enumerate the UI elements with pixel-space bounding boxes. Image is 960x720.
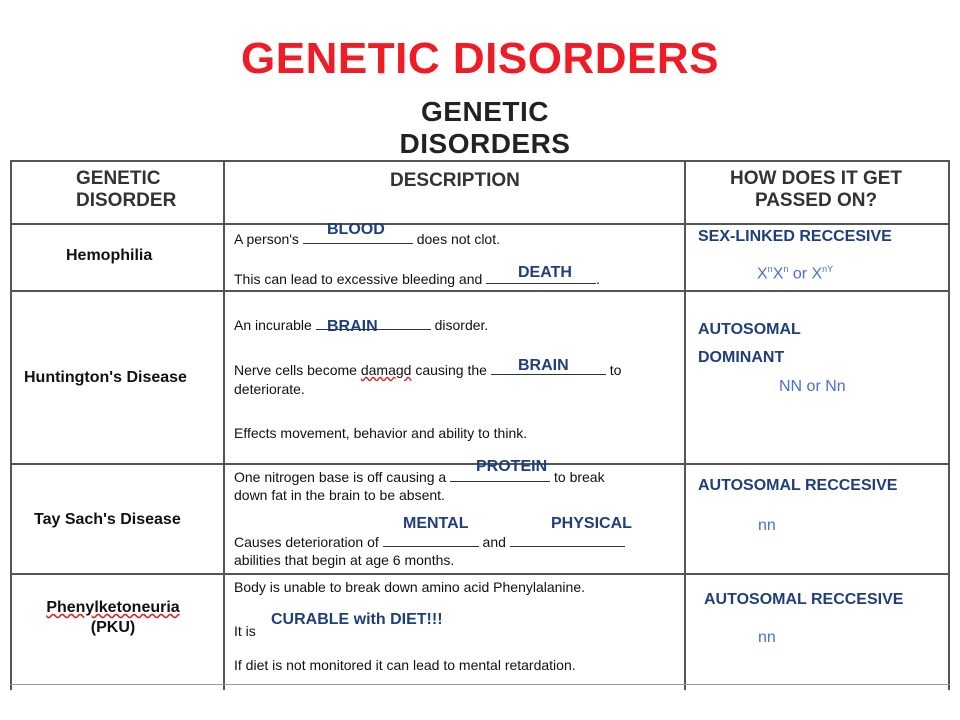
answer-huntington-inheritance: AUTOSOMAL DOMINANT [698,321,801,366]
table-border-top [10,160,950,162]
header-how-passed-on: HOW DOES IT GET PASSED ON? [729,168,903,211]
answer-huntington-blank-2: BRAIN [518,357,569,374]
answer-taysachs-blank-2: MENTAL [403,515,469,532]
pku-line-1: Body is unable to break down amino acid Phenylalanine. [234,579,586,595]
row-divider-header [10,223,950,225]
column-divider-1 [223,160,225,690]
disease-tay-sachs: Tay Sach's Disease [34,511,181,528]
header-description: DESCRIPTION [390,170,520,191]
answer-hemophilia-blank-2: DEATH [518,264,572,281]
answer-taysachs-genotype: nn [758,517,776,534]
answer-pku-inheritance: AUTOSOMAL RECCESIVE [704,591,904,608]
answer-taysachs-blank-3: PHYSICAL [551,515,632,532]
huntington-line-1: An incurable disorder. [234,317,489,333]
pku-line-3: If diet is not monitored it can lead to mental retardation. [234,657,576,673]
answer-huntington-genotype: NN or Nn [779,378,846,395]
slide-title: GENETIC DISORDERS [241,34,719,83]
answer-pku-genotype: nn [758,629,776,646]
blank-line [510,534,625,547]
hemophilia-line-1: A person's does not clot. [234,231,500,247]
row-divider-1 [10,290,950,292]
huntington-line-2: Nerve cells become damagd causing the to [234,362,622,378]
pku-line-2: It is [234,623,256,639]
answer-hemophilia-inheritance: SEX-LINKED RECCESIVE [698,228,892,245]
taysachs-line-3: Causes deterioration of and [234,533,625,551]
answer-hemophilia-blank-1: BLOOD [327,221,385,238]
disease-pku: Phenylketoneuria (PKU) [46,599,180,636]
answer-taysachs-blank-1: PROTEIN [476,458,548,475]
worksheet-title: GENETIC DISORDERS [399,96,571,159]
answer-taysachs-inheritance: AUTOSOMAL RECCESIVE [698,477,898,494]
blank-line [383,534,479,547]
row-divider-3 [10,573,950,575]
column-divider-2 [684,160,686,690]
huntington-line-4: Effects movement, behavior and ability to think. [234,425,528,441]
taysachs-line-4: abilities that begin at age 6 months. [234,552,455,568]
answer-pku-blank-1: CURABLE with DIET!!! [271,611,443,628]
answer-hemophilia-genotype: $X^nX^n$ or $X^{nY}$ [757,264,834,283]
huntington-line-3: deteriorate. [234,381,305,397]
row-divider-4 [10,684,950,685]
disease-hemophilia: Hemophilia [66,247,153,264]
table-border-right [948,160,950,690]
taysachs-line-2: down fat in the brain to be absent. [234,487,445,503]
table-border-left [10,160,12,690]
disease-huntingtons: Huntington's Disease [24,369,187,386]
header-genetic-disorder: GENETIC DISORDER [76,168,177,211]
answer-huntington-blank-1: BRAIN [327,318,378,335]
hemophilia-line-2: This can lead to excessive bleeding and . [234,271,601,287]
taysachs-line-1: One nitrogen base is off causing a to break [234,469,605,485]
